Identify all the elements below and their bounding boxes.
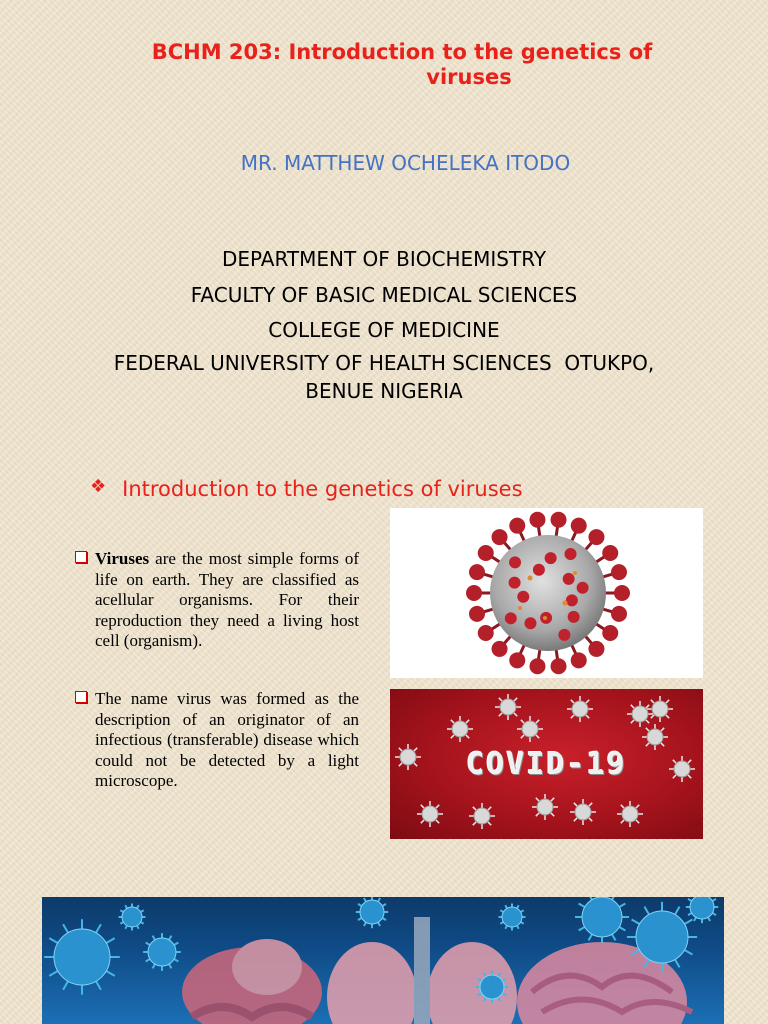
location-line: BENUE NIGERIA bbox=[305, 378, 463, 403]
department-block bbox=[0, 242, 768, 405]
department-line: DEPARTMENT OF BIOCHEMISTRY bbox=[221, 247, 547, 271]
title-line-1: BCHM 203: Introduction to the genetics of bbox=[151, 40, 653, 64]
university-line: FEDERAL UNIVERSITY OF HEALTH SCIENCES OTUKPO, bbox=[113, 350, 655, 375]
title-line-2: viruses bbox=[426, 65, 512, 89]
square-bullet-icon bbox=[75, 691, 87, 703]
college-line: COLLEGE OF MEDICINE bbox=[268, 318, 500, 342]
viruses-bold-term: Viruses bbox=[95, 549, 150, 568]
slide-title bbox=[0, 40, 768, 90]
section-heading-text: Introduction to the genetics of viruses bbox=[122, 477, 523, 501]
faculty-line: FACULTY OF BASIC MEDICAL SCIENCES bbox=[190, 282, 578, 307]
section-heading bbox=[90, 477, 523, 501]
paragraph-name-origin bbox=[75, 689, 359, 792]
coronavirus-image bbox=[390, 508, 703, 678]
covid-19-label: COVID-19 bbox=[466, 747, 627, 782]
organs-virus-image bbox=[42, 897, 724, 1024]
square-bullet-icon bbox=[75, 551, 87, 563]
author-name: MR. MATTHEW OCHELEKA ITODO bbox=[240, 151, 571, 175]
covid-19-image bbox=[390, 689, 703, 839]
paragraph1-text: are the most simple forms of life on earth. They are classified as acellular organisms. For their reproduction they need a living host cell (organism). bbox=[95, 549, 359, 650]
paragraph-viruses bbox=[75, 549, 359, 652]
diamond-bullet-icon: ❖ bbox=[90, 475, 107, 497]
paragraph2-text: The name virus was formed as the description of an originator of an infectious (transferable) disease which could not be detected by a light microscope. bbox=[95, 689, 359, 790]
